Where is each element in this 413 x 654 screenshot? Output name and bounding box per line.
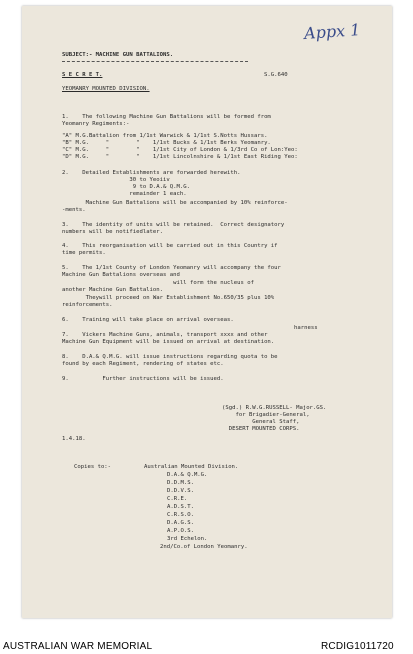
reference-number: S.G.640 xyxy=(264,72,288,78)
paragraph-5-line-5: Theywill proceed on War Establishment No.650/35 plus 10% xyxy=(62,295,275,301)
copies-item: D.D.M.S. xyxy=(167,480,194,486)
paragraph-4-line-2: time permits. xyxy=(62,250,106,256)
footer-record-id: RCDIG1011720 xyxy=(321,641,394,652)
paragraph-6: 6. Training will take place on arrival overseas. xyxy=(62,317,234,323)
paragraph-2-line-4: remainder 1 each. xyxy=(62,191,187,197)
signature-line-4: DESERT MOUNTED CORPS. xyxy=(222,426,300,432)
copies-item: 3rd Echelon. xyxy=(167,536,208,542)
secret-label: S E C R E T. xyxy=(62,72,103,78)
division-heading: YEOMANRY MOUNTED DIVISION. xyxy=(62,86,150,92)
copies-label: Copies to:- xyxy=(74,464,112,470)
signature-line-2: for Brigadier-General, xyxy=(222,412,310,418)
paragraph-2-line-1: 2. Detailed Establishments are forwarded herewith. xyxy=(62,170,241,176)
paragraph-2-line-3: 9 to D.A.& Q.M.G. xyxy=(62,184,190,190)
paragraph-7-line-2: Machine Gun Equipment will be issued on arrival at destination. xyxy=(62,339,275,345)
harness-insertion: harness xyxy=(294,325,318,331)
battalion-a: "A" M.G.Battalion from 1/1st Warwick & 1/1st S.Notts Hussars. xyxy=(62,133,268,139)
copies-item: D.D.V.S. xyxy=(167,488,194,494)
copies-item: C.R.S.O. xyxy=(167,512,194,518)
paragraph-7-line-1: 7. Vickers Machine Guns, animals, transport xxxx and other xyxy=(62,332,268,338)
paragraph-8-line-1: 8. D.A.& Q.M.G. will issue instructions regarding quota to be xyxy=(62,354,278,360)
paragraph-1-line-2: Yeomanry Regiments:- xyxy=(62,121,130,127)
copies-item: A.P.O.S. xyxy=(167,528,194,534)
paragraph-2-line-6: -ments. xyxy=(62,207,86,213)
signature-line-1: (Sgd.) R.W.G.RUSSELL- Major.GS. xyxy=(222,405,327,411)
paragraph-2-line-5: Machine Gun Battalions will be accompanied by 10% reinforce- xyxy=(62,200,288,206)
paragraph-5-line-1: 5. The 1/1st County of London Yeomanry will accompany the four xyxy=(62,265,281,271)
copies-item: D.A.& Q.M.G. xyxy=(167,472,208,478)
paragraph-4-line-1: 4. This reorganisation will be carried out in this Country if xyxy=(62,243,278,249)
copies-item: C.R.E. xyxy=(167,496,188,502)
footer-archive-name: AUSTRALIAN WAR MEMORIAL xyxy=(3,641,153,652)
copies-item: D.A.G.S. xyxy=(167,520,194,526)
handwritten-annotation: Appx 1 xyxy=(303,20,361,43)
copies-item: Australian Mounted Division. xyxy=(144,464,239,470)
paragraph-8-line-2: found by each Regiment, rendering of states etc. xyxy=(62,361,224,367)
battalion-b: "B" M.G. " " 1/1st Bucks & 1/1st Berks Yeomanry. xyxy=(62,140,271,146)
paragraph-3-line-2: numbers will be notifiedlater. xyxy=(62,229,164,235)
document-date: 1.4.18. xyxy=(62,436,86,442)
paragraph-1-line-1: 1. The following Machine Gun Battalions will be formed from xyxy=(62,114,271,120)
signature-line-3: General Staff, xyxy=(222,419,300,425)
battalion-c: "C" M.G. " " 1/1st City of London & 1/3rd Co of Lon:Yeo: xyxy=(62,147,298,153)
paragraph-5-line-6: reinforcements. xyxy=(62,302,113,308)
copies-item: 2nd/Co.of London Yeomanry. xyxy=(160,544,248,550)
subject-rule xyxy=(62,61,248,62)
paragraph-2-line-2: 30 to Yeoiiv xyxy=(62,177,170,183)
paragraph-5-line-3: will form the nucleus of xyxy=(62,280,254,286)
copies-item: A.D.S.T. xyxy=(167,504,194,510)
paragraph-3-line-1: 3. The identity of units will be retained. Correct designatory xyxy=(62,222,285,228)
paragraph-5-line-4: another Machine Gun Battalion. xyxy=(62,287,164,293)
document-page xyxy=(22,6,392,618)
battalion-d: "D" M.G. " " 1/1st Lincolnshire & 1/1st East Riding Yeo: xyxy=(62,154,298,160)
paragraph-9: 9. Further instructions will be issued. xyxy=(62,376,224,382)
subject-line: SUBJECT:- MACHINE GUN BATTALIONS. xyxy=(62,52,174,58)
paragraph-5-line-2: Machine Gun Battalions overseas and xyxy=(62,272,180,278)
